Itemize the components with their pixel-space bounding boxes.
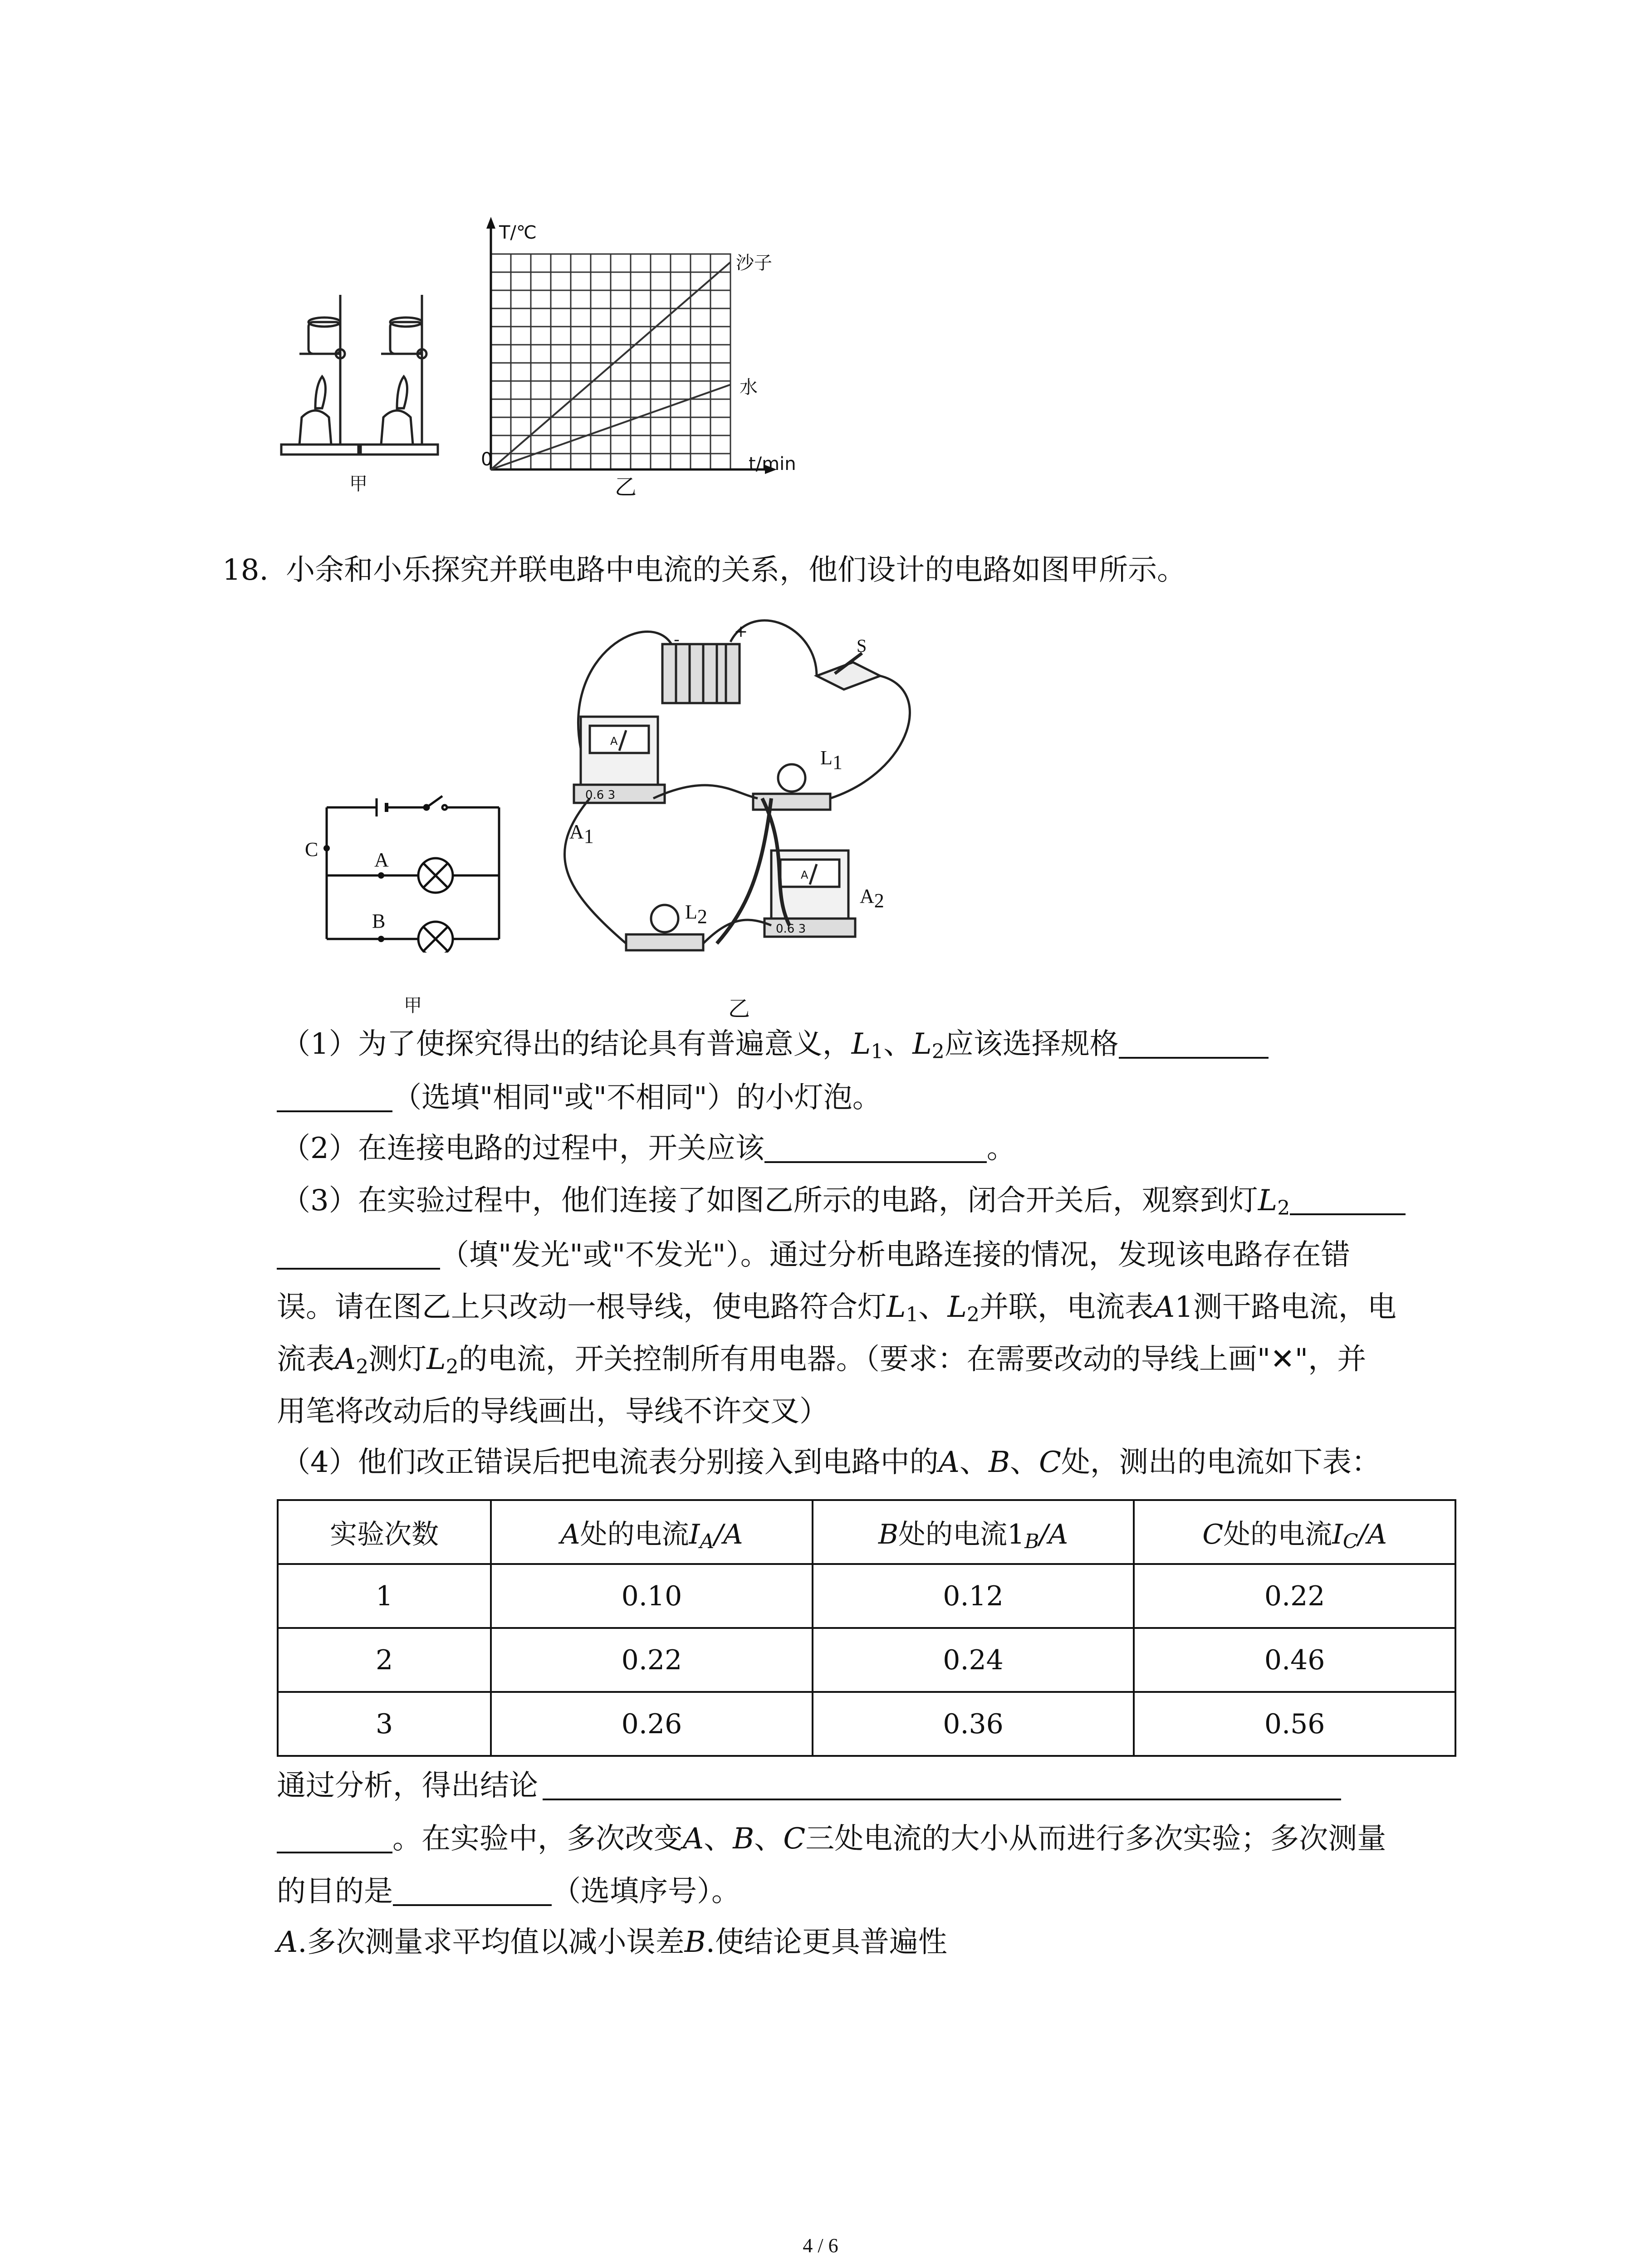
- table-header-b: B处的电流$1_B/A$: [813, 1500, 1134, 1564]
- table-cell: 0.22: [1134, 1564, 1455, 1628]
- origin-label: 0: [481, 449, 493, 470]
- table-cell: 0.26: [491, 1692, 813, 1756]
- sub-question-3-line5: 用笔将改动后的导线画出，导线不许交叉）: [277, 1395, 828, 1428]
- ammeter-a1-label: $A_1$: [569, 821, 594, 847]
- conclusion-line2: 。在实验中，多次改变A、B、C三处电流的大小从而进行多次实验；多次测量: [277, 1824, 1386, 1853]
- table-header-c: C处的电流$I_C/A$: [1134, 1500, 1455, 1564]
- ammeter-a1-scale: 0.6 3: [585, 788, 616, 802]
- answer-blank-2[interactable]: [764, 1138, 987, 1163]
- table-row: [278, 1628, 1455, 1692]
- table-row: [278, 1564, 1455, 1628]
- sub-question-3-line1: （3）在实验过程中，他们连接了如图乙所示的电路，闭合开关后，观察到灯$L_2$: [281, 1186, 1406, 1215]
- lamp-l2-label: $L_2$: [685, 901, 707, 928]
- table-cell: 0.46: [1134, 1628, 1455, 1692]
- ammeter-a2-scale: 0.6 3: [776, 922, 806, 936]
- ammeter-a1-face: A: [610, 735, 618, 748]
- answer-blank-1b[interactable]: [277, 1087, 392, 1112]
- sub-question-4: （4）他们改正错误后把电流表分别接入到电路中的A、B、C处，测出的电流如下表：: [281, 1446, 1381, 1479]
- sub-question-3-line2: （填"发光"或"不发光"）。通过分析电路连接的情况，发现该电路存在错: [277, 1241, 1350, 1270]
- node-b-label: B: [372, 910, 386, 932]
- answer-blank-1a[interactable]: [1119, 1033, 1269, 1059]
- current-data-table: [277, 1499, 1456, 1757]
- switch-s-label: S: [857, 635, 867, 656]
- y-axis-label: T/℃: [499, 222, 537, 243]
- node-a-label: A: [374, 849, 389, 871]
- table-header-row: [278, 1500, 1455, 1564]
- table-cell: 2: [278, 1628, 491, 1692]
- answer-blank-conclusion-a[interactable]: [543, 1775, 1341, 1800]
- answer-blank-purpose[interactable]: [393, 1881, 552, 1906]
- table-row: [278, 1692, 1455, 1756]
- x-axis-label: t/min: [749, 454, 796, 474]
- answer-blank-conclusion-b[interactable]: [277, 1828, 392, 1853]
- sub-question-3-line3: 误。请在图乙上只改动一根导线，使电路符合灯$L_1$、$L_2$并联，电流表A1测干路电流，电: [277, 1290, 1396, 1326]
- table-cell: 0.36: [813, 1692, 1134, 1756]
- table-cell: 3: [278, 1692, 491, 1756]
- answer-blank-3b[interactable]: [277, 1244, 440, 1270]
- table-cell: 0.56: [1134, 1692, 1455, 1756]
- ammeter-a2-label: $A_2$: [860, 885, 884, 912]
- conclusion-line1: 通过分析，得出结论: [277, 1771, 1341, 1800]
- sub-question-3-line4: 流表$A_2$测灯$L_2$的电流，开关控制所有用电器。（要求：在需要改动的导线上画"✕"，并: [277, 1343, 1367, 1378]
- sub-question-2: （2）在连接电路的过程中，开关应该 。: [281, 1132, 1016, 1165]
- table-header-trial: 实验次数: [278, 1500, 491, 1564]
- q18-stem-line: [222, 553, 1186, 587]
- table-header-a: A处的电流$I_A/A$: [491, 1500, 813, 1564]
- circuit-label-yi: 乙: [728, 996, 750, 1022]
- answer-blank-3a[interactable]: [1290, 1190, 1406, 1215]
- conclusion-line3: 的目的是 （选填序号）。: [277, 1875, 740, 1908]
- node-c-label: C: [305, 838, 318, 860]
- sub-question-1-line2: （选填"相同"或"不相同"）的小灯泡。: [277, 1083, 882, 1112]
- line-sand-label: 沙子: [736, 253, 772, 274]
- figure17-label-yi: 乙: [615, 474, 637, 500]
- sub-question-1-line1: （1）为了使探究得出的结论具有普遍意义，$L_1$、$L_2$应该选择规格: [281, 1030, 1269, 1059]
- battery-plus-label: +: [734, 622, 748, 641]
- circuit-schematic-jia: [318, 785, 508, 953]
- heating-apparatus-figure: [272, 295, 445, 458]
- ammeter-a2-face: A: [801, 869, 808, 881]
- table-cell: 0.10: [491, 1564, 813, 1628]
- battery-minus-label: -: [674, 631, 680, 649]
- question-stem: 小余和小乐探究并联电路中电流的关系，他们设计的电路如图甲所示。: [286, 553, 1186, 587]
- line-water-label: 水: [740, 377, 758, 398]
- circuit-label-jia: 甲: [404, 995, 422, 1016]
- question-number: 18.: [222, 553, 269, 587]
- options-line: A.多次测量求平均值以减小误差B.使结论更具普遍性: [277, 1926, 947, 1959]
- table-cell: 0.24: [813, 1628, 1134, 1692]
- page-number: 4 / 6: [803, 2234, 838, 2257]
- table-cell: 0.12: [813, 1564, 1134, 1628]
- lamp-l1-label: $L_1$: [820, 747, 843, 773]
- table-cell: 1: [278, 1564, 491, 1628]
- table-cell: 0.22: [491, 1628, 813, 1692]
- circuit-physical-yi: [535, 599, 944, 971]
- figure17-label-jia: 甲: [349, 474, 367, 494]
